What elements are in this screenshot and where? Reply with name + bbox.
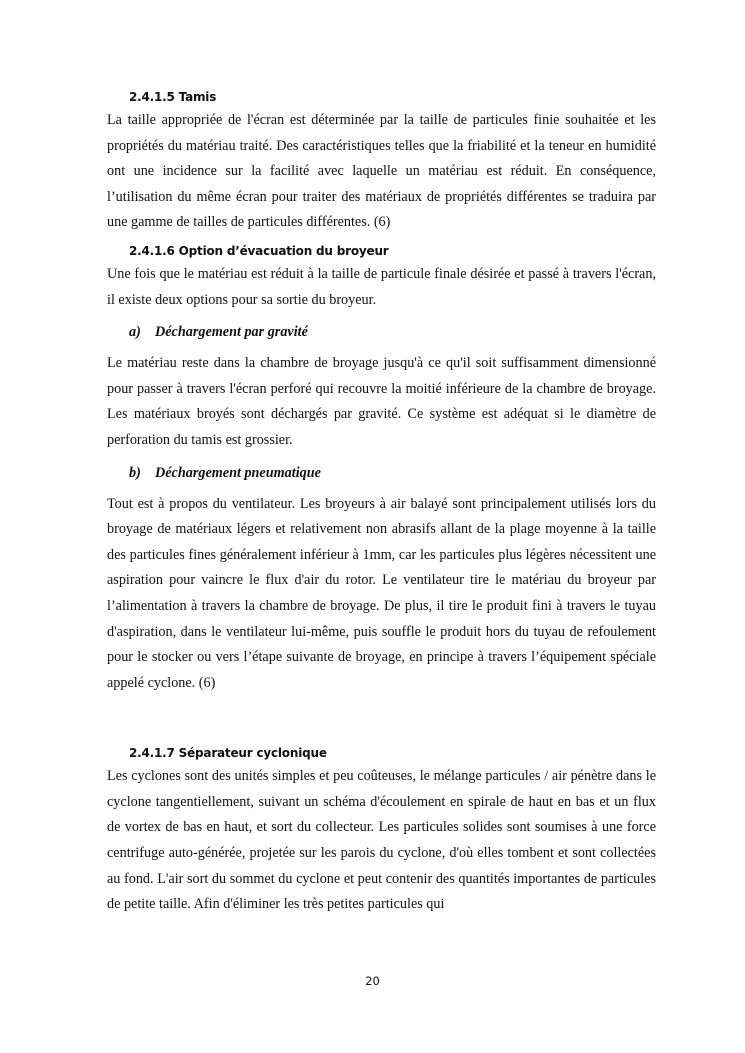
subheading-title-pneumatic: Déchargement pneumatique	[155, 464, 321, 481]
subheading-pneumatic	[107, 462, 656, 484]
subheading-title-gravity: Déchargement par gravité	[155, 324, 308, 341]
page-content	[107, 86, 656, 918]
paragraph-evacuation: Une fois que le matériau est réduit à la taille de particule finale désirée et passé à travers l'écran, il existe deux options pour sa sortie du broyeur.	[107, 265, 656, 308]
paragraph-gravity: Le matériau reste dans la chambre de broyage jusqu'à ce qu'il soit suffisamment dimensionné pour passer à travers l'écran perforé qui recouvre la moitié inférieure de la chambre de broyage. Les matériaux broyés sont déchargés par gravité. Ce système est adéquat si le diamètre de perforation du tamis est grossier.	[107, 355, 656, 448]
subheading-marker-a: a)	[129, 324, 141, 341]
paragraph-cyclone: Les cyclones sont des unités simples et peu coûteuses, le mélange particules / air pénètre dans le cyclone tangentiellement, suivant un schéma d'écoulement en spirale de haut en bas et un flux de vortex de bas en haut, et sort du collecteur. Les particules solides sont soumises à une force centrifuge auto-générée, projetée sur les parois du cyclone, d'où elles tombent et sont collectées au fond. L'air sort du sommet du cyclone et peut contenir des quantités importantes de particules de petite taille. Afin d'éliminer les très petites particules qui	[107, 768, 656, 913]
section-heading-cyclone: 2.4.1.7 Séparateur cyclonique	[129, 746, 327, 761]
section-heading-evacuation: 2.4.1.6 Option d’évacuation du broyeur	[129, 243, 389, 258]
paragraph-pneumatic: Tout est à propos du ventilateur. Les broyeurs à air balayé sont principalement utilisés lors du broyage de matériaux légers et relativement non abrasifs allant de la plage moyenne à la taille des particules fines généralement inférieur à 1mm, car les particules plus légères nécessitent une aspiration pour vaincre le flux d'air du rotor. Le ventilateur tire le matériau du broyeur par l’alimentation à travers la chambre de broyage. De plus, il tire le produit fini à travers le tuyau d'aspiration, dans le ventilateur lui-même, puis souffle le produit hors du tuyau de refoulement pour le stocker ou vers l’étape suivante de broyage, en principe à travers l’équipement spéciale appelé cyclone. (6)	[107, 495, 656, 691]
subheading-marker-b: b)	[129, 464, 141, 481]
paragraph-tamis: La taille appropriée de l'écran est déterminée par la taille de particules finie souhaitée et les propriétés du matériau traité. Des caractéristiques telles que la friabilité et la teneur en humidité ont une incidence sur la facilité avec laquelle un matériau est réduit. En conséquence, l’utilisation du même écran pour traiter des matériaux de propriétés différentes se traduira par une gamme de tailles de particules différentes. (6)	[107, 112, 656, 231]
section-heading-tamis: 2.4.1.5 Tamis	[129, 90, 217, 104]
subheading-gravity	[107, 321, 656, 343]
page-number: 20	[365, 974, 380, 988]
